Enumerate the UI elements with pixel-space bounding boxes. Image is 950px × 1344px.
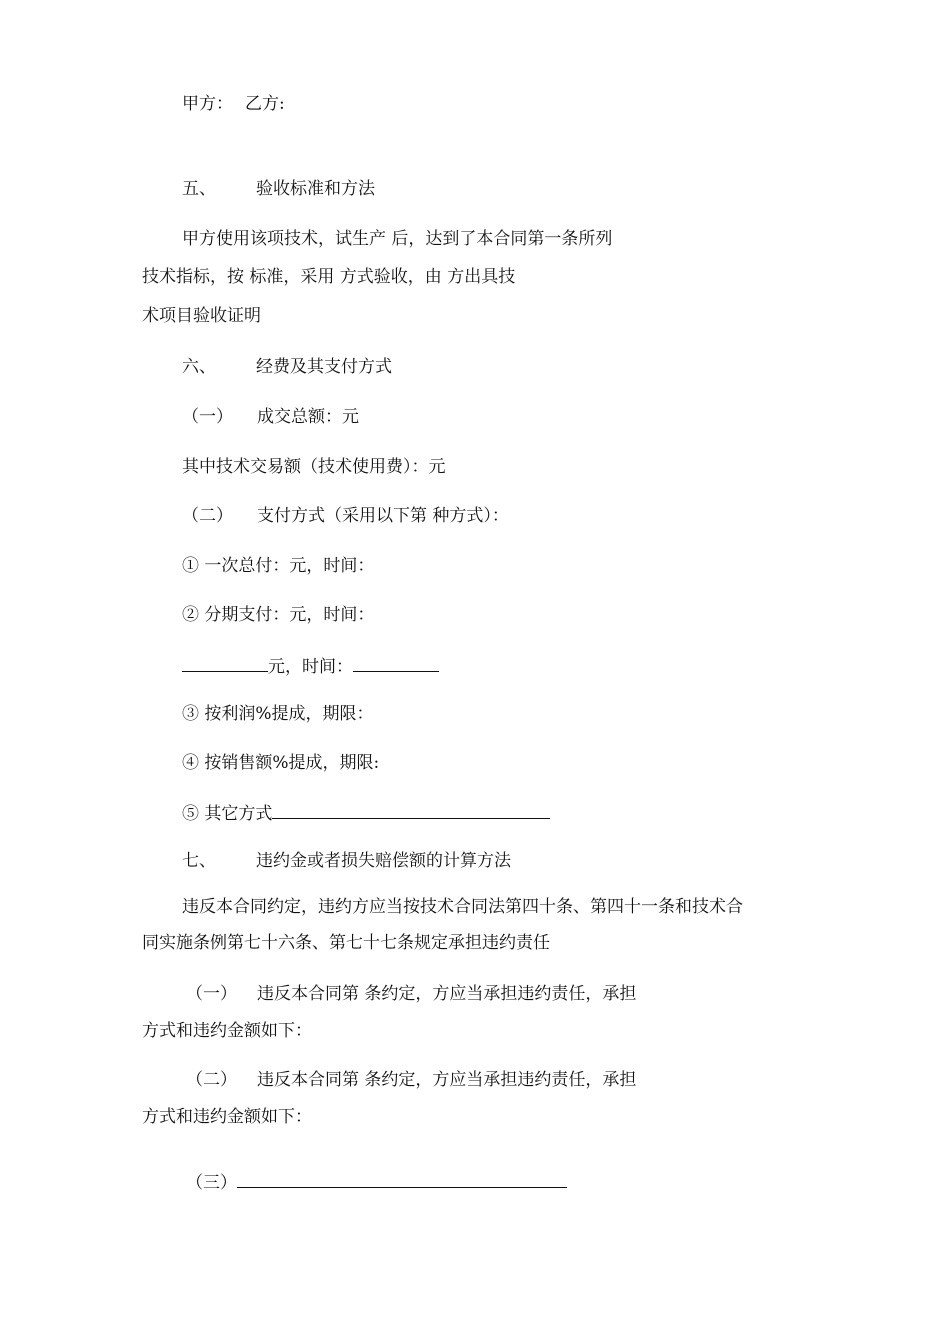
- party-a-label: 甲方：: [182, 94, 233, 114]
- payment-option-4: ④ 按销售额%提成，期限:: [182, 753, 380, 773]
- other-method-blank: [272, 801, 550, 819]
- other-method-label: ⑤ 其它方式: [182, 804, 273, 824]
- item-number: （一）: [186, 984, 237, 1004]
- item-number: （二）: [182, 506, 233, 526]
- section-7-item-2-line-2: 方式和违约金额如下：: [142, 1107, 312, 1127]
- section-5-number: 五、: [182, 179, 216, 199]
- section-7-item-1-line-2: 方式和违约金额如下：: [142, 1021, 312, 1041]
- payment-option-2: ② 分期支付：元，时间：: [182, 605, 375, 625]
- party-b-label: 乙方:: [245, 94, 285, 114]
- payment-option-3: ③ 按利润%提成，期限：: [182, 704, 374, 724]
- section-6-item-1: [182, 406, 359, 428]
- section-7-heading: [182, 850, 511, 872]
- section-7-item-3: [186, 1170, 567, 1194]
- breach-clause-text: 违反本合同第 条约定，方应当承担违约责任，承担: [257, 1070, 637, 1090]
- payment-option-1: ① 一次总付：元，时间：: [182, 556, 375, 576]
- section-6-title: 经费及其支付方式: [256, 357, 392, 377]
- amount-blank: [182, 654, 268, 672]
- installment-label: 元，时间：: [268, 657, 353, 677]
- item-number: （三）: [186, 1173, 237, 1193]
- tech-fee-line: 其中技术交易额（技术使用费）：元: [182, 457, 446, 477]
- section-6-heading: [182, 356, 392, 378]
- installment-line: [182, 654, 439, 678]
- item-3-blank: [237, 1170, 567, 1188]
- section-5-body-line-1: 甲方使用该项技术，试生产 后，达到了本合同第一条所列: [182, 229, 613, 249]
- section-6-item-2: [182, 505, 509, 527]
- payment-method-label: 支付方式（采用以下第 种方式）：: [257, 506, 509, 526]
- section-5-body-line-3: 术项目验收证明: [142, 306, 261, 326]
- section-7-body-line-2: 同实施条例第七十六条、第七十七条规定承担违约责任: [142, 933, 550, 953]
- section-7-number: 七、: [182, 851, 216, 871]
- time-blank: [353, 654, 439, 672]
- item-number: （二）: [186, 1070, 237, 1090]
- section-6-number: 六、: [182, 357, 216, 377]
- parties-line: [182, 93, 285, 115]
- section-5-heading: [182, 178, 375, 200]
- section-7-item-1-line-1: [186, 983, 636, 1005]
- total-amount-label: 成交总额：元: [257, 407, 359, 427]
- item-number: （一）: [182, 407, 233, 427]
- section-5-title: 验收标准和方法: [256, 179, 375, 199]
- payment-option-5: [182, 801, 550, 825]
- section-5-body-line-2: 技术指标，按 标准，采用 方式验收，由 方出具技: [142, 267, 516, 287]
- section-7-item-2-line-1: [186, 1069, 636, 1091]
- section-7-title: 违约金或者损失赔偿额的计算方法: [256, 851, 511, 871]
- section-7-body-line-1: 违反本合同约定，违约方应当按技术合同法第四十条、第四十一条和技术合: [182, 897, 743, 917]
- breach-clause-text: 违反本合同第 条约定，方应当承担违约责任，承担: [257, 984, 637, 1004]
